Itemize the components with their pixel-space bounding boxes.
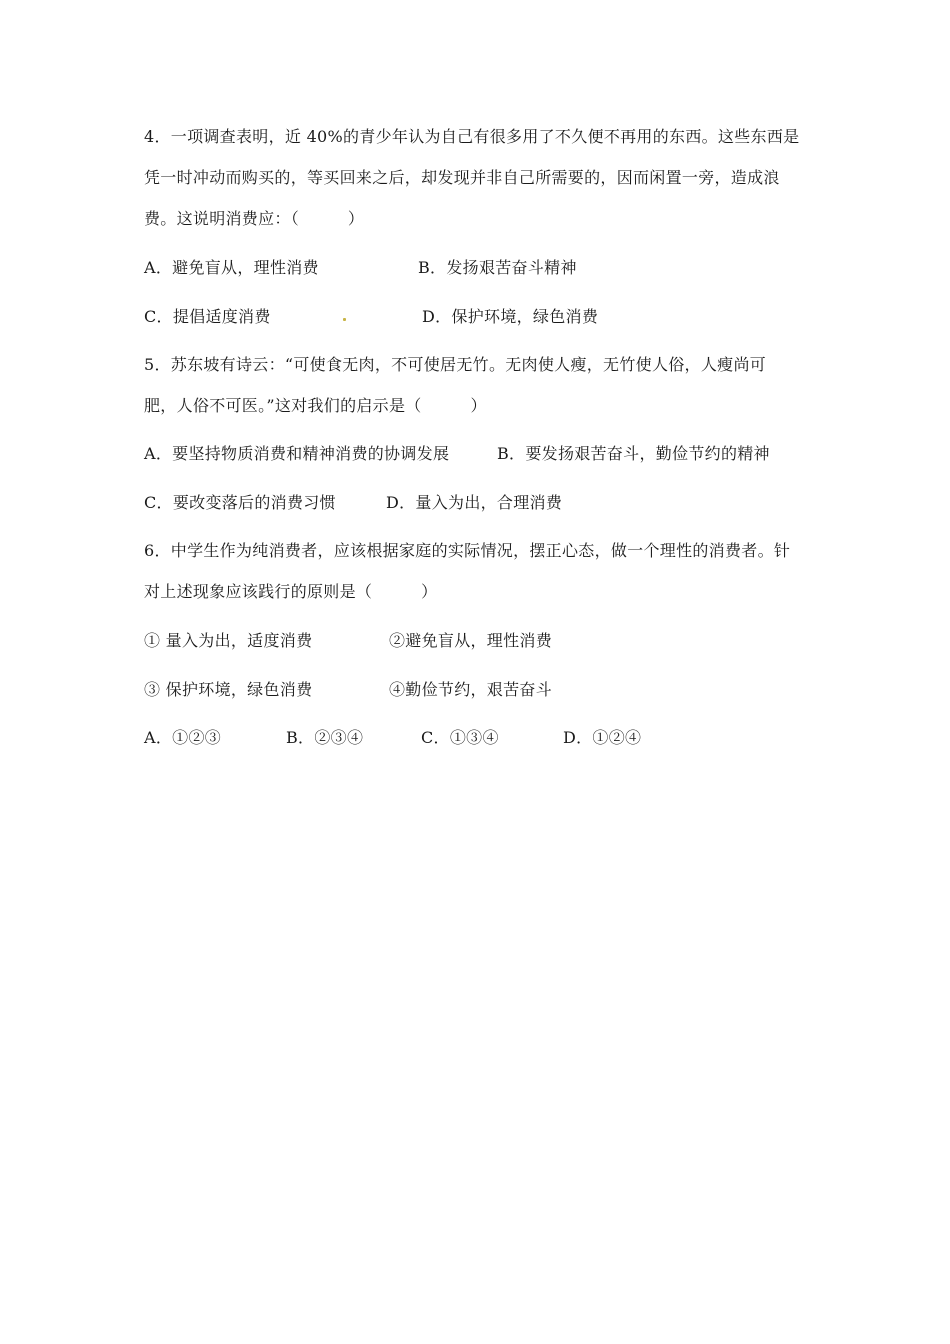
q6-option-b: B．②③④ — [286, 728, 364, 747]
q6-option-d: D．①②④ — [563, 728, 642, 747]
q6-stem-line-2: 对上述现象应该践行的原则是（ ） — [144, 582, 438, 601]
scan-speck — [343, 318, 346, 321]
q5-stem-line-2: 肥，人俗不可医。”这对我们的启示是（ ） — [144, 396, 487, 415]
q4-option-a: A．避免盲从，理性消费 — [144, 258, 319, 277]
q6-option-c: C．①③④ — [421, 728, 499, 747]
q5-stem-line-1: 5．苏东坡有诗云：“可使食无肉，不可使居无竹。无肉使人瘦，无竹使人俗，人瘦尚可 — [144, 355, 767, 374]
q5-option-d: D．量入为出，合理消费 — [386, 493, 563, 512]
q6-option-a: A．①②③ — [144, 728, 222, 747]
q6-item-4: ④勤俭节约，艰苦奋斗 — [389, 680, 553, 699]
q5-option-a: A．要坚持物质消费和精神消费的协调发展 — [144, 444, 450, 463]
q5-option-b: B．要发扬艰苦奋斗，勤俭节约的精神 — [497, 444, 770, 463]
q4-option-c: C．提倡适度消费 — [144, 307, 271, 326]
q6-item-3: ③ 保护环境，绿色消费 — [144, 680, 313, 699]
q4-stem-line-1: 4．一项调查表明，近 40%的青少年认为自己有很多用了不久便不再用的东西。这些东西是 — [144, 127, 800, 146]
q4-stem-line-2: 凭一时冲动而购买的，等买回来之后，却发现并非自己所需要的，因而闲置一旁，造成浪 — [144, 168, 780, 187]
q4-stem-line-3: 费。这说明消费应：（ ） — [144, 209, 365, 228]
q6-stem-line-1: 6．中学生作为纯消费者，应该根据家庭的实际情况，摆正心态，做一个理性的消费者。针 — [144, 541, 791, 560]
q5-option-c: C．要改变落后的消费习惯 — [144, 493, 336, 512]
q4-option-d: D．保护环境，绿色消费 — [422, 307, 599, 326]
q4-option-b: B．发扬艰苦奋斗精神 — [418, 258, 577, 277]
q6-item-1: ① 量入为出，适度消费 — [144, 631, 313, 650]
q6-item-2: ②避免盲从，理性消费 — [389, 631, 553, 650]
